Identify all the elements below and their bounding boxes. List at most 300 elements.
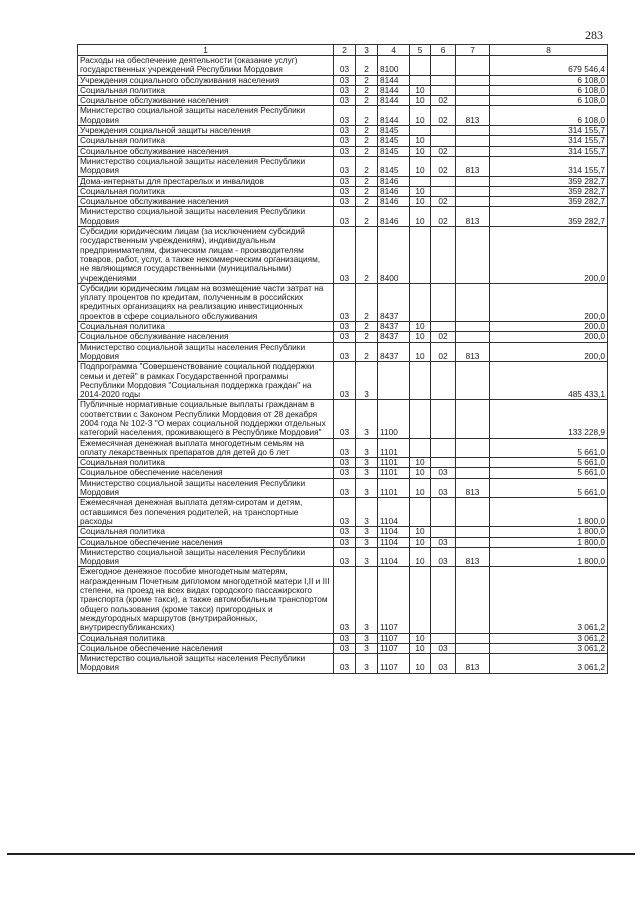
cell-amount: 679 546,4 bbox=[490, 56, 608, 76]
cell-ministry-code bbox=[456, 633, 490, 643]
cell-amount: 1 800,0 bbox=[490, 547, 608, 567]
cell-subsection-code: 02 bbox=[431, 197, 456, 207]
cell-name: Социальное обеспечение населения bbox=[78, 468, 334, 478]
cell-ministry-code bbox=[456, 56, 490, 76]
cell-section-code: 10 bbox=[410, 197, 431, 207]
cell-subprogram-code: 3 bbox=[356, 400, 378, 438]
cell-amount: 3 061,2 bbox=[490, 633, 608, 643]
cell-ministry-code bbox=[456, 322, 490, 332]
cell-section-code: 10 bbox=[410, 85, 431, 95]
cell-subsection-code: 02 bbox=[431, 207, 456, 227]
cell-program-code: 03 bbox=[334, 126, 356, 136]
cell-target-code: 1104 bbox=[378, 537, 410, 547]
cell-subprogram-code: 2 bbox=[356, 186, 378, 196]
cell-section-code bbox=[410, 438, 431, 458]
cell-amount: 1 800,0 bbox=[490, 498, 608, 527]
cell-amount: 5 661,0 bbox=[490, 478, 608, 498]
cell-section-code: 10 bbox=[410, 458, 431, 468]
table-row bbox=[78, 478, 608, 498]
cell-subsection-code bbox=[431, 633, 456, 643]
cell-target-code: 1107 bbox=[378, 633, 410, 643]
cell-subprogram-code: 3 bbox=[356, 458, 378, 468]
cell-name: Учреждения социальной защиты населения bbox=[78, 126, 334, 136]
cell-ministry-code bbox=[456, 468, 490, 478]
cell-amount: 485 433,1 bbox=[490, 362, 608, 400]
cell-section-code bbox=[410, 498, 431, 527]
cell-target-code: 1104 bbox=[378, 547, 410, 567]
cell-subsection-code bbox=[431, 322, 456, 332]
cell-ministry-code bbox=[456, 186, 490, 196]
cell-subsection-code bbox=[431, 283, 456, 321]
cell-ministry-code: 813 bbox=[456, 654, 490, 674]
cell-amount: 200,0 bbox=[490, 332, 608, 342]
cell-target-code: 8144 bbox=[378, 106, 410, 126]
table-row bbox=[78, 156, 608, 176]
cell-program-code: 03 bbox=[334, 438, 356, 458]
cell-subsection-code: 02 bbox=[431, 146, 456, 156]
cell-subprogram-code: 2 bbox=[356, 322, 378, 332]
cell-target-code: 1100 bbox=[378, 400, 410, 438]
cell-section-code: 10 bbox=[410, 146, 431, 156]
header-row bbox=[78, 45, 608, 56]
cell-subprogram-code: 3 bbox=[356, 468, 378, 478]
cell-amount: 6 108,0 bbox=[490, 85, 608, 95]
table-row bbox=[78, 283, 608, 321]
header-col-7: 7 bbox=[456, 45, 490, 56]
cell-subsection-code: 02 bbox=[431, 106, 456, 126]
cell-subsection-code bbox=[431, 527, 456, 537]
table-row bbox=[78, 468, 608, 478]
cell-section-code: 10 bbox=[410, 106, 431, 126]
table-row bbox=[78, 146, 608, 156]
page-number: 283 bbox=[585, 28, 603, 42]
cell-target-code: 8144 bbox=[378, 85, 410, 95]
cell-amount: 200,0 bbox=[490, 342, 608, 362]
cell-amount: 5 661,0 bbox=[490, 438, 608, 458]
cell-program-code: 03 bbox=[334, 197, 356, 207]
cell-target-code: 1104 bbox=[378, 498, 410, 527]
cell-name: Социальная политика bbox=[78, 136, 334, 146]
cell-subprogram-code: 2 bbox=[356, 126, 378, 136]
cell-program-code: 03 bbox=[334, 322, 356, 332]
cell-subsection-code: 02 bbox=[431, 332, 456, 342]
cell-subsection-code bbox=[431, 362, 456, 400]
cell-name: Социальное обслуживание населения bbox=[78, 146, 334, 156]
cell-subsection-code: 03 bbox=[431, 547, 456, 567]
cell-section-code: 10 bbox=[410, 332, 431, 342]
cell-name: Министерство социальной защиты населения Республики Мордовия bbox=[78, 654, 334, 674]
cell-section-code: 10 bbox=[410, 96, 431, 106]
cell-amount: 200,0 bbox=[490, 227, 608, 284]
cell-amount: 133 228,9 bbox=[490, 400, 608, 438]
cell-name: Ежемесячная денежная выплата многодетным семьям на оплату лекарственных препаратов для детей до 6 лет bbox=[78, 438, 334, 458]
cell-section-code: 10 bbox=[410, 478, 431, 498]
cell-program-code: 03 bbox=[334, 643, 356, 653]
cell-name: Социальное обслуживание населения bbox=[78, 197, 334, 207]
cell-target-code: 8146 bbox=[378, 176, 410, 186]
cell-name: Социальная политика bbox=[78, 186, 334, 196]
cell-name: Министерство социальной защиты населения Республики Мордовия bbox=[78, 106, 334, 126]
cell-target-code: 8145 bbox=[378, 126, 410, 136]
table-row bbox=[78, 458, 608, 468]
cell-ministry-code bbox=[456, 527, 490, 537]
cell-target-code: 8437 bbox=[378, 342, 410, 362]
cell-subprogram-code: 3 bbox=[356, 527, 378, 537]
table-row bbox=[78, 197, 608, 207]
cell-section-code: 10 bbox=[410, 136, 431, 146]
cell-subsection-code: 03 bbox=[431, 537, 456, 547]
table-row bbox=[78, 75, 608, 85]
header-col-2: 2 bbox=[334, 45, 356, 56]
cell-ministry-code: 813 bbox=[456, 207, 490, 227]
cell-section-code bbox=[410, 126, 431, 136]
cell-name: Министерство социальной защиты населения Республики Мордовия bbox=[78, 547, 334, 567]
cell-subprogram-code: 3 bbox=[356, 362, 378, 400]
cell-subprogram-code: 2 bbox=[356, 227, 378, 284]
cell-name: Социальное обслуживание населения bbox=[78, 332, 334, 342]
cell-subprogram-code: 3 bbox=[356, 654, 378, 674]
table-row bbox=[78, 332, 608, 342]
cell-subsection-code bbox=[431, 227, 456, 284]
cell-subprogram-code: 3 bbox=[356, 537, 378, 547]
cell-section-code bbox=[410, 400, 431, 438]
cell-section-code: 10 bbox=[410, 342, 431, 362]
cell-name: Публичные нормативные социальные выплаты гражданам в соответствии с Законом Республики Мордовия от 28 декабря 2004 года № 102-З "О мерах социальной поддержки отдельных категорий населения, проживающего в Республике Мордовия" bbox=[78, 400, 334, 438]
cell-name: Ежемесячная денежная выплата детям-сиротам и детям, оставшимся без попечения родителей, на транспортные расходы bbox=[78, 498, 334, 527]
cell-section-code bbox=[410, 283, 431, 321]
cell-section-code: 10 bbox=[410, 468, 431, 478]
cell-subprogram-code: 3 bbox=[356, 547, 378, 567]
cell-ministry-code bbox=[456, 136, 490, 146]
cell-name: Расходы на обеспечение деятельности (оказание услуг) государственных учреждений Республики Мордовия bbox=[78, 56, 334, 76]
cell-subsection-code bbox=[431, 458, 456, 468]
table-row bbox=[78, 633, 608, 643]
cell-program-code: 03 bbox=[334, 633, 356, 643]
cell-program-code: 03 bbox=[334, 186, 356, 196]
cell-target-code: 8145 bbox=[378, 156, 410, 176]
cell-ministry-code bbox=[456, 85, 490, 95]
cell-amount: 5 661,0 bbox=[490, 458, 608, 468]
cell-target-code: 8146 bbox=[378, 197, 410, 207]
cell-program-code: 03 bbox=[334, 207, 356, 227]
cell-subprogram-code: 2 bbox=[356, 176, 378, 186]
cell-target-code: 1107 bbox=[378, 567, 410, 633]
cell-ministry-code bbox=[456, 126, 490, 136]
cell-amount: 6 108,0 bbox=[490, 75, 608, 85]
table-row bbox=[78, 207, 608, 227]
cell-subsection-code: 03 bbox=[431, 654, 456, 674]
cell-amount: 200,0 bbox=[490, 322, 608, 332]
cell-section-code bbox=[410, 227, 431, 284]
cell-section-code: 10 bbox=[410, 537, 431, 547]
cell-subprogram-code: 3 bbox=[356, 478, 378, 498]
cell-section-code: 10 bbox=[410, 186, 431, 196]
cell-target-code: 8400 bbox=[378, 227, 410, 284]
cell-subsection-code bbox=[431, 75, 456, 85]
cell-amount: 6 108,0 bbox=[490, 106, 608, 126]
table-row bbox=[78, 85, 608, 95]
cell-amount: 3 061,2 bbox=[490, 654, 608, 674]
cell-subsection-code bbox=[431, 567, 456, 633]
cell-subsection-code: 02 bbox=[431, 342, 456, 362]
cell-name: Министерство социальной защиты населения Республики Мордовия bbox=[78, 478, 334, 498]
cell-ministry-code bbox=[456, 458, 490, 468]
cell-subprogram-code: 2 bbox=[356, 283, 378, 321]
cell-program-code: 03 bbox=[334, 458, 356, 468]
cell-subprogram-code: 2 bbox=[356, 146, 378, 156]
table-row bbox=[78, 96, 608, 106]
cell-ministry-code bbox=[456, 400, 490, 438]
cell-program-code: 03 bbox=[334, 156, 356, 176]
cell-subsection-code bbox=[431, 438, 456, 458]
cell-amount: 314 155,7 bbox=[490, 146, 608, 156]
cell-ministry-code: 813 bbox=[456, 106, 490, 126]
cell-subprogram-code: 2 bbox=[356, 207, 378, 227]
cell-section-code bbox=[410, 362, 431, 400]
cell-section-code bbox=[410, 567, 431, 633]
header-col-8: 8 bbox=[490, 45, 608, 56]
cell-subsection-code bbox=[431, 85, 456, 95]
cell-subprogram-code: 2 bbox=[356, 332, 378, 342]
table-row bbox=[78, 362, 608, 400]
cell-ministry-code bbox=[456, 498, 490, 527]
cell-program-code: 03 bbox=[334, 478, 356, 498]
table-row bbox=[78, 537, 608, 547]
cell-program-code: 03 bbox=[334, 567, 356, 633]
cell-amount: 359 282,7 bbox=[490, 197, 608, 207]
cell-subprogram-code: 2 bbox=[356, 96, 378, 106]
cell-subsection-code bbox=[431, 56, 456, 76]
cell-name: Субсидии юридическим лицам на возмещение части затрат на уплату процентов по кредитам, полученным в российских кредитных организациях на реализацию инвестиционных проектов в сфере социального обслуживания bbox=[78, 283, 334, 321]
cell-program-code: 03 bbox=[334, 85, 356, 95]
cell-name: Субсидии юридическим лицам (за исключением субсидий государственным учреждениям), индивидуальным предпринимателям, физическим лицам - производителям товаров, работ, услуг, а также некоммерческим организациям, не являющимся государственными (муниципальными) учреждениями bbox=[78, 227, 334, 284]
cell-program-code: 03 bbox=[334, 176, 356, 186]
cell-ministry-code bbox=[456, 643, 490, 653]
cell-target-code: 8145 bbox=[378, 146, 410, 156]
cell-subsection-code bbox=[431, 176, 456, 186]
cell-amount: 359 282,7 bbox=[490, 186, 608, 196]
cell-section-code bbox=[410, 56, 431, 76]
cell-program-code: 03 bbox=[334, 527, 356, 537]
cell-target-code: 8100 bbox=[378, 56, 410, 76]
cell-subprogram-code: 2 bbox=[356, 156, 378, 176]
header-col-6: 6 bbox=[431, 45, 456, 56]
cell-section-code: 10 bbox=[410, 547, 431, 567]
header-col-3: 3 bbox=[356, 45, 378, 56]
cell-ministry-code bbox=[456, 332, 490, 342]
table-row bbox=[78, 176, 608, 186]
cell-subsection-code bbox=[431, 126, 456, 136]
cell-amount: 359 282,7 bbox=[490, 207, 608, 227]
cell-name: Социальная политика bbox=[78, 633, 334, 643]
cell-target-code: 1104 bbox=[378, 527, 410, 537]
cell-amount: 6 108,0 bbox=[490, 96, 608, 106]
cell-target-code: 1107 bbox=[378, 643, 410, 653]
table-row bbox=[78, 643, 608, 653]
cell-name: Министерство социальной защиты населения Республики Мордовия bbox=[78, 342, 334, 362]
cell-amount: 1 800,0 bbox=[490, 527, 608, 537]
cell-target-code: 8146 bbox=[378, 186, 410, 196]
cell-target-code: 1101 bbox=[378, 438, 410, 458]
cell-subsection-code bbox=[431, 400, 456, 438]
cell-program-code: 03 bbox=[334, 498, 356, 527]
cell-section-code: 10 bbox=[410, 633, 431, 643]
cell-target-code: 1101 bbox=[378, 468, 410, 478]
cell-subsection-code bbox=[431, 186, 456, 196]
table-row bbox=[78, 654, 608, 674]
cell-program-code: 03 bbox=[334, 75, 356, 85]
table-row bbox=[78, 227, 608, 284]
cell-subprogram-code: 2 bbox=[356, 136, 378, 146]
cell-target-code: 8437 bbox=[378, 322, 410, 332]
table-row bbox=[78, 56, 608, 76]
cell-subprogram-code: 2 bbox=[356, 197, 378, 207]
bottom-rule bbox=[7, 853, 635, 855]
table-row bbox=[78, 567, 608, 633]
cell-subsection-code: 03 bbox=[431, 643, 456, 653]
cell-program-code: 03 bbox=[334, 362, 356, 400]
cell-subprogram-code: 2 bbox=[356, 75, 378, 85]
cell-target-code: 8437 bbox=[378, 332, 410, 342]
cell-ministry-code bbox=[456, 227, 490, 284]
cell-program-code: 03 bbox=[334, 468, 356, 478]
cell-target-code: 8437 bbox=[378, 283, 410, 321]
cell-target-code: 1101 bbox=[378, 458, 410, 468]
cell-section-code: 10 bbox=[410, 207, 431, 227]
cell-amount: 314 155,7 bbox=[490, 136, 608, 146]
cell-amount: 314 155,7 bbox=[490, 156, 608, 176]
cell-name: Подпрограмма "Совершенствование социальной поддержки семьи и детей" в рамках Государственной программы Республики Мордовия "Социальная поддержка граждан" на 2014-2020 годы bbox=[78, 362, 334, 400]
cell-program-code: 03 bbox=[334, 547, 356, 567]
cell-program-code: 03 bbox=[334, 56, 356, 76]
cell-program-code: 03 bbox=[334, 227, 356, 284]
cell-program-code: 03 bbox=[334, 106, 356, 126]
cell-subsection-code bbox=[431, 498, 456, 527]
cell-section-code bbox=[410, 176, 431, 186]
cell-amount: 1 800,0 bbox=[490, 537, 608, 547]
cell-program-code: 03 bbox=[334, 342, 356, 362]
cell-section-code: 10 bbox=[410, 643, 431, 653]
table-row bbox=[78, 136, 608, 146]
cell-program-code: 03 bbox=[334, 283, 356, 321]
cell-name: Социальное обеспечение населения bbox=[78, 643, 334, 653]
cell-subprogram-code: 3 bbox=[356, 567, 378, 633]
cell-ministry-code bbox=[456, 537, 490, 547]
cell-target-code: 8146 bbox=[378, 207, 410, 227]
table-row bbox=[78, 438, 608, 458]
cell-program-code: 03 bbox=[334, 332, 356, 342]
budget-table bbox=[77, 44, 608, 674]
cell-name: Ежегодное денежное пособие многодетным матерям, награжденным Почетным дипломом многодетной матери I,II и III степени, на проезд на всех видах городского пассажирского транспорта (кроме такси), а также автомобильным транспортом общего пользования (кроме такси) пригородных и междугородных маршрутов (внутрирайонных, внутриреспубликанских) bbox=[78, 567, 334, 633]
cell-target-code: 1101 bbox=[378, 478, 410, 498]
table-row bbox=[78, 527, 608, 537]
cell-name: Министерство социальной защиты населения Республики Мордовия bbox=[78, 207, 334, 227]
cell-amount: 5 661,0 bbox=[490, 468, 608, 478]
cell-subprogram-code: 3 bbox=[356, 498, 378, 527]
cell-ministry-code: 813 bbox=[456, 547, 490, 567]
cell-program-code: 03 bbox=[334, 400, 356, 438]
cell-amount: 359 282,7 bbox=[490, 176, 608, 186]
cell-ministry-code bbox=[456, 197, 490, 207]
cell-program-code: 03 bbox=[334, 136, 356, 146]
cell-ministry-code: 813 bbox=[456, 342, 490, 362]
cell-amount: 3 061,2 bbox=[490, 643, 608, 653]
cell-subsection-code: 03 bbox=[431, 468, 456, 478]
cell-section-code: 10 bbox=[410, 322, 431, 332]
cell-name: Социальная политика bbox=[78, 85, 334, 95]
cell-name: Дома-интернаты для престарелых и инвалидов bbox=[78, 176, 334, 186]
cell-subsection-code bbox=[431, 136, 456, 146]
cell-program-code: 03 bbox=[334, 537, 356, 547]
table-row bbox=[78, 547, 608, 567]
cell-subsection-code: 02 bbox=[431, 156, 456, 176]
table-row bbox=[78, 322, 608, 332]
cell-section-code: 10 bbox=[410, 654, 431, 674]
cell-subprogram-code: 2 bbox=[356, 342, 378, 362]
table-row bbox=[78, 126, 608, 136]
cell-target-code: 8144 bbox=[378, 96, 410, 106]
header-col-5: 5 bbox=[410, 45, 431, 56]
cell-subprogram-code: 2 bbox=[356, 106, 378, 126]
cell-amount: 3 061,2 bbox=[490, 567, 608, 633]
cell-subprogram-code: 3 bbox=[356, 643, 378, 653]
cell-subprogram-code: 3 bbox=[356, 438, 378, 458]
cell-target-code: 1107 bbox=[378, 654, 410, 674]
cell-program-code: 03 bbox=[334, 146, 356, 156]
cell-name: Социальное обслуживание населения bbox=[78, 96, 334, 106]
cell-amount: 314 155,7 bbox=[490, 126, 608, 136]
cell-name: Социальная политика bbox=[78, 458, 334, 468]
cell-section-code bbox=[410, 75, 431, 85]
cell-subprogram-code: 2 bbox=[356, 85, 378, 95]
cell-section-code: 10 bbox=[410, 527, 431, 537]
cell-ministry-code bbox=[456, 283, 490, 321]
cell-program-code: 03 bbox=[334, 96, 356, 106]
cell-ministry-code bbox=[456, 438, 490, 458]
table-row bbox=[78, 186, 608, 196]
cell-subsection-code: 03 bbox=[431, 478, 456, 498]
table-row bbox=[78, 106, 608, 126]
cell-target-code: 8144 bbox=[378, 75, 410, 85]
cell-ministry-code bbox=[456, 567, 490, 633]
cell-subprogram-code: 2 bbox=[356, 56, 378, 76]
cell-ministry-code bbox=[456, 176, 490, 186]
cell-ministry-code: 813 bbox=[456, 156, 490, 176]
cell-program-code: 03 bbox=[334, 654, 356, 674]
cell-section-code: 10 bbox=[410, 156, 431, 176]
cell-ministry-code bbox=[456, 96, 490, 106]
header-col-4: 4 bbox=[378, 45, 410, 56]
cell-subsection-code: 02 bbox=[431, 96, 456, 106]
cell-target-code bbox=[378, 362, 410, 400]
cell-name: Социальная политика bbox=[78, 322, 334, 332]
cell-amount: 200,0 bbox=[490, 283, 608, 321]
cell-target-code: 8145 bbox=[378, 136, 410, 146]
cell-ministry-code: 813 bbox=[456, 478, 490, 498]
table-row bbox=[78, 342, 608, 362]
cell-ministry-code bbox=[456, 146, 490, 156]
cell-ministry-code bbox=[456, 362, 490, 400]
table-row bbox=[78, 498, 608, 527]
table-row bbox=[78, 400, 608, 438]
cell-name: Социальная политика bbox=[78, 527, 334, 537]
cell-name: Учреждения социального обслуживания населения bbox=[78, 75, 334, 85]
cell-subprogram-code: 3 bbox=[356, 633, 378, 643]
cell-ministry-code bbox=[456, 75, 490, 85]
cell-name: Социальное обеспечение населения bbox=[78, 537, 334, 547]
cell-name: Министерство социальной защиты населения Республики Мордовия bbox=[78, 156, 334, 176]
header-col-1: 1 bbox=[78, 45, 334, 56]
